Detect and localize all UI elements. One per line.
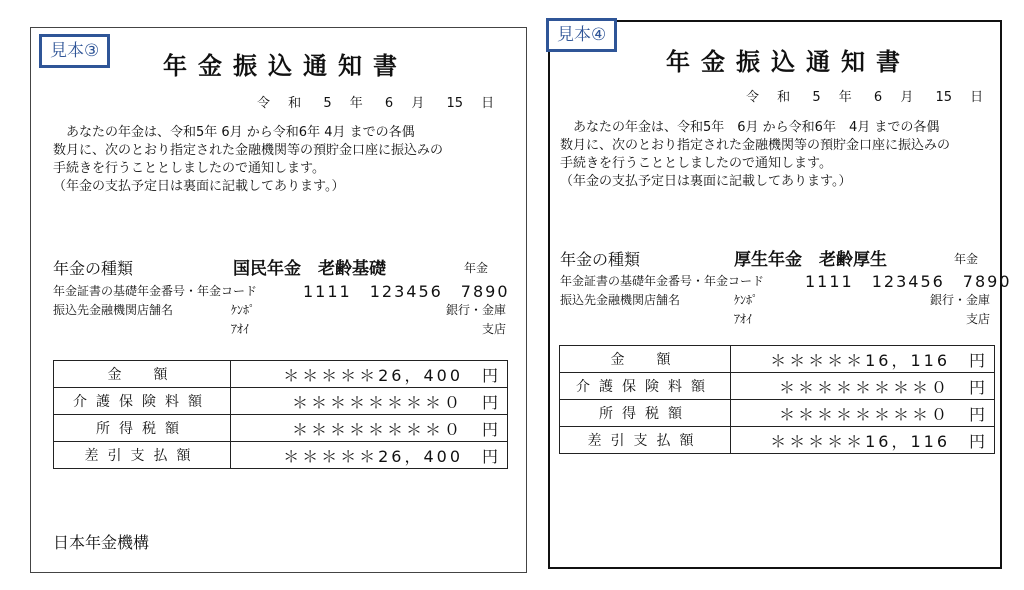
pension-type-label: 年金の種類 [560, 250, 641, 269]
pension-type-label: 年金の種類 [53, 259, 134, 278]
row-value: ＊＊＊＊＊16，116 円 [731, 346, 995, 373]
table-row [54, 361, 508, 388]
bank-name: ｹﾝﾎﾟ [231, 303, 256, 317]
notice-body: あなたの年金は、令和5年 6月 から令和6年 4月 までの各偶 数月に、次のとおり指定された金融機関等の預貯金口座に振込みの 手続きを行うこととしましたので通知します。 （年金の支払予定日は裏面に記載してあります。） [560, 120, 951, 189]
row-value: ＊＊＊＊＊＊＊＊０ 円 [731, 373, 995, 400]
row-value: ＊＊＊＊＊＊＊＊０ 円 [231, 415, 508, 442]
row-label: 介護保険料額 [54, 388, 231, 415]
amount-table [559, 345, 995, 454]
issue-date: 令 和 5 年 6 月 15 日 [257, 96, 495, 111]
notice-title: 年金振込通知書 [163, 52, 408, 80]
bank-label: 振込先金融機関店舗名 [53, 303, 174, 317]
row-label: 金 額 [54, 361, 231, 388]
pension-type-value: 国民年金 老齢基礎 [233, 259, 386, 279]
pension-type-suffix: 年金 [464, 261, 489, 275]
row-label: 介護保険料額 [560, 373, 731, 400]
sample-badge: 見本③ [39, 34, 110, 68]
row-value: ＊＊＊＊＊16，116 円 [731, 427, 995, 454]
issue-date: 令 和 5 年 6 月 15 日 [746, 90, 984, 105]
sample-badge: 見本④ [546, 18, 617, 52]
pension-number: 1111 123456 7890 [805, 272, 1012, 291]
row-label: 差引支払額 [560, 427, 731, 454]
pension-number: 1111 123456 7890 [303, 282, 510, 301]
branch-name: ｱｵｲ [734, 312, 753, 326]
pension-type-suffix: 年金 [954, 252, 979, 266]
bank-type: 銀行・金庫 [929, 293, 990, 307]
notice-sample-3 [30, 27, 527, 573]
row-label: 金 額 [560, 346, 731, 373]
table-row [54, 442, 508, 469]
amount-table [53, 360, 508, 469]
row-label: 差引支払額 [54, 442, 231, 469]
pension-type-value: 厚生年金 老齢厚生 [734, 250, 887, 270]
bank-type: 銀行・金庫 [445, 303, 506, 317]
branch-type: 支店 [965, 312, 990, 326]
row-value: ＊＊＊＊＊26，400 円 [231, 361, 508, 388]
row-value: ＊＊＊＊＊26，400 円 [231, 442, 508, 469]
notice-body: あなたの年金は、令和5年 6月 から令和6年 4月 までの各偶 数月に、次のとおり指定された金融機関等の預貯金口座に振込みの 手続きを行うこととしましたので通知します。 （年金の支払予定日は裏面に記載してあります。） [53, 125, 444, 194]
notice-title: 年金振込通知書 [666, 48, 911, 76]
issuer-name: 日本年金機構 [53, 533, 150, 552]
branch-name: ｱｵｲ [231, 322, 250, 336]
row-label: 所得税額 [560, 400, 731, 427]
row-value: ＊＊＊＊＊＊＊＊０ 円 [231, 388, 508, 415]
table-row [54, 415, 508, 442]
notice-sample-4 [548, 20, 1012, 569]
table-row [560, 427, 995, 454]
row-value: ＊＊＊＊＊＊＊＊０ 円 [731, 400, 995, 427]
number-label: 年金証書の基礎年金番号・年金コード [53, 284, 258, 298]
table-row [560, 373, 995, 400]
branch-type: 支店 [481, 322, 506, 336]
table-row [560, 400, 995, 427]
bank-name: ｹﾝﾎﾟ [734, 293, 759, 307]
bank-label: 振込先金融機関店舗名 [560, 293, 681, 307]
row-label: 所得税額 [54, 415, 231, 442]
number-label: 年金証書の基礎年金番号・年金コード [560, 274, 765, 288]
table-row [54, 388, 508, 415]
table-row [560, 346, 995, 373]
